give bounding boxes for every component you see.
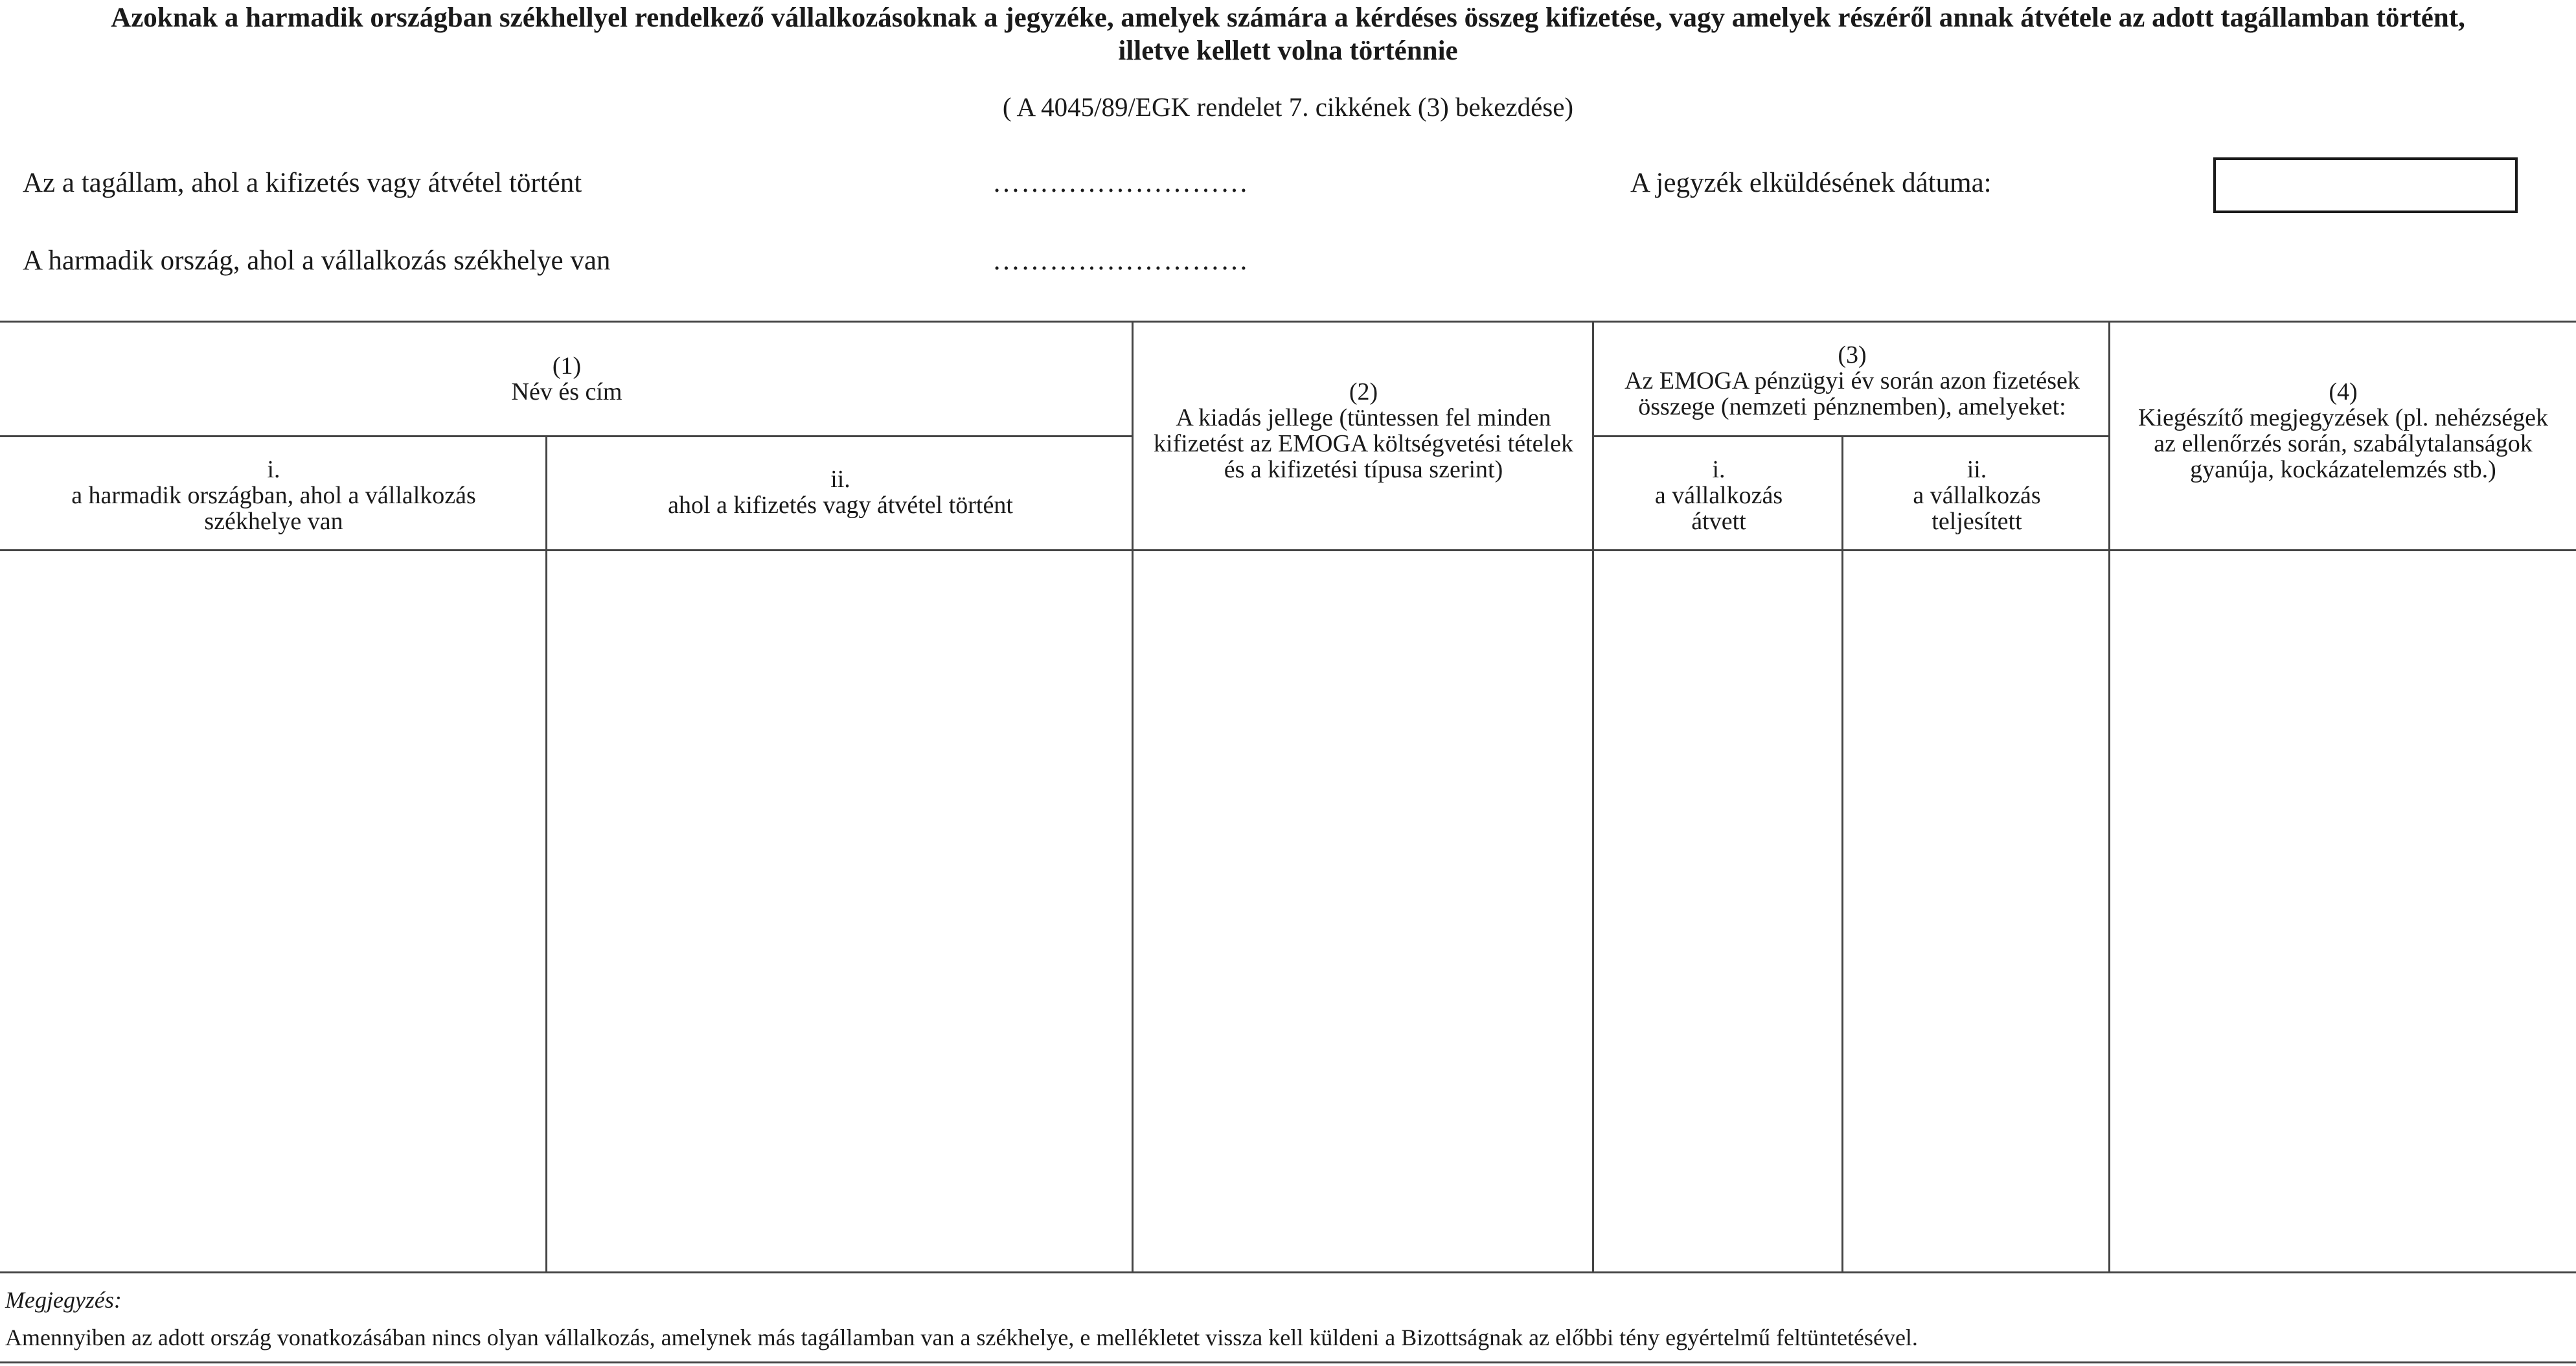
entry-cell-col1-ii[interactable] xyxy=(547,551,1132,1271)
entry-cell-col2[interactable] xyxy=(1134,551,1592,1271)
col3-sub-i-number: i. xyxy=(1712,456,1726,483)
col3-sub-ii-line1: a vállalkozás xyxy=(1913,482,2041,509)
send-date-field[interactable] xyxy=(2213,157,2518,213)
col3-sub-i-header xyxy=(1594,447,1843,544)
col1-subheader-divider xyxy=(0,435,1134,437)
member-state-label: Az a tagállam, ahol a kifizetés vagy átvétel történt xyxy=(23,168,582,198)
table-top-border xyxy=(0,321,2576,323)
note-heading: Megjegyzés: xyxy=(5,1287,122,1313)
col3-sub-ii-header xyxy=(1843,447,2110,544)
col2-line3: és a kifizetési típusa szerint) xyxy=(1224,456,1503,483)
col1-sub-i-header xyxy=(0,447,547,544)
third-country-label: A harmadik ország, ahol a vállalkozás székhelye van xyxy=(23,245,611,276)
send-date-label: A jegyzék elküldésének dátuma: xyxy=(1630,168,1992,198)
col4-line3: gyanúja, kockázatelemzés stb.) xyxy=(2190,456,2496,483)
col2-header xyxy=(1134,366,1593,495)
col3-subheader-divider xyxy=(1593,435,2110,437)
col1-sub-ii-header xyxy=(547,453,1134,531)
note-text: Amennyiben az adott ország vonatkozásában nincs olyan vállalkozás, amelynek más tagállamban van a székhelye, e mellékletet vissza kell küldeni a Bizottságnak az előbbi tény egyértelmű feltüntetésével. xyxy=(5,1325,1918,1350)
entry-cell-col3-i[interactable] xyxy=(1594,551,1841,1271)
col1-title: Név és cím xyxy=(511,378,622,405)
entry-cell-col1-i[interactable] xyxy=(0,551,545,1271)
form-title-line-1: Azoknak a harmadik országban székhellyel rendelkező vállalkozásoknak a jegyzéke, amelyek számára a kérdéses összeg kifizetése, vagy amelyek részéről annak átvétele az adott tagállamban történt, xyxy=(111,3,2465,33)
col4-line1: Kiegészítő megjegyzések (pl. nehézségek xyxy=(2137,404,2549,431)
col1-header xyxy=(0,343,1134,415)
col4-header xyxy=(2110,366,2576,495)
table-bottom-border xyxy=(0,1271,2576,1273)
member-state-field[interactable]: ……………………… xyxy=(992,168,1249,198)
form-title-line-2: illetve kellett volna történnie xyxy=(1118,36,1458,66)
col1-sub-ii-text: ahol a kifizetés vagy átvétel történt xyxy=(668,492,1013,519)
entry-cell-col4[interactable] xyxy=(2110,551,2576,1271)
regulation-reference: ( A 4045/89/EGK rendelet 7. cikkének (3) bekezdése) xyxy=(1002,92,1574,122)
col2-line2: kifizetést az EMOGA költségvetési tételek xyxy=(1154,430,1573,457)
entry-cell-col3-ii[interactable] xyxy=(1843,551,2108,1271)
col3-sub-i-line1: a vállalkozás xyxy=(1654,482,1783,509)
col4-number: (4) xyxy=(2329,378,2358,405)
note-bottom-border xyxy=(0,1361,2576,1363)
col3-sub-i-line2: átvett xyxy=(1691,508,1746,535)
col1-sub-ii-number: ii. xyxy=(830,466,850,493)
third-country-field[interactable]: ……………………… xyxy=(992,245,1249,276)
col3-header xyxy=(1594,332,2110,429)
col3-sub-ii-line2: teljesített xyxy=(1932,508,2022,535)
col1-number: (1) xyxy=(552,352,582,380)
col3-number: (3) xyxy=(1838,341,1867,369)
col1-sub-i-line1: a harmadik országban, ahol a vállalkozás xyxy=(71,482,476,509)
col1-sub-i-line2: székhelye van xyxy=(204,508,343,535)
col4-line2: az ellenőrzés során, szabálytalanságok xyxy=(2154,430,2533,457)
col2-line1: A kiadás jellege (tüntessen fel minden xyxy=(1176,404,1551,431)
col1-sub-i-number: i. xyxy=(267,456,280,483)
col3-sub-ii-number: ii. xyxy=(1966,456,1987,483)
col3-line2: összege (nemzeti pénznemben), amelyeket: xyxy=(1638,393,2066,420)
col2-number: (2) xyxy=(1349,378,1378,405)
col3-line1: Az EMOGA pénzügyi év során azon fizetések xyxy=(1624,367,2080,394)
form-title xyxy=(0,1,2576,67)
